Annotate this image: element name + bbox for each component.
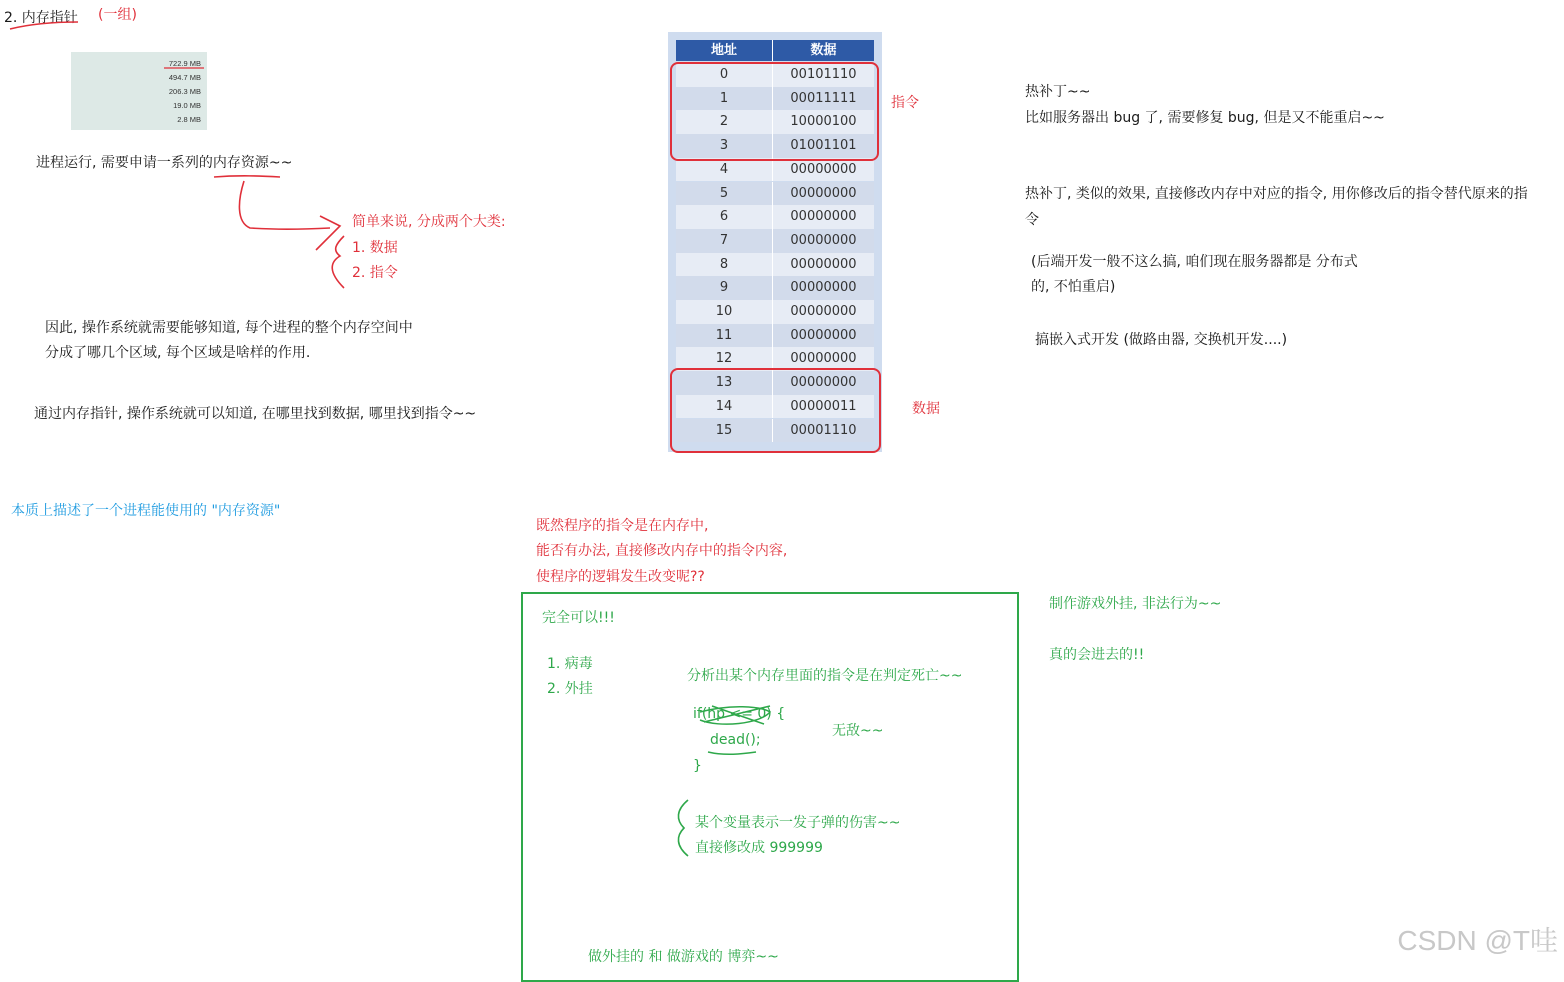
cell-data: 10000100 <box>790 114 857 130</box>
header-address: 地址 <box>710 43 737 58</box>
question-line2: 能否有办法, 直接修改内存中的指令内容, <box>536 543 788 559</box>
cell-data: 00000011 <box>790 398 857 414</box>
cell-address: 7 <box>719 232 729 248</box>
memory-size-item: 19.0 MB <box>173 101 201 110</box>
cell-data: 01001101 <box>790 138 857 154</box>
cell-data: 00000000 <box>790 327 857 343</box>
question-line3: 使程序的逻辑发生改变呢?? <box>536 569 705 585</box>
hotfix-title: 热补丁~~ <box>1025 84 1091 100</box>
hotfix-example: 比如服务器出 bug 了, 需要修复 bug, 但是又不能重启~~ <box>1025 110 1385 126</box>
memory-size-item: 206.3 MB <box>168 87 201 96</box>
cell-address: 5 <box>719 185 729 201</box>
answer-item-virus: 1. 病毒 <box>547 656 593 672</box>
essence-note: 本质上描述了一个进程能使用的 "内存资源" <box>11 503 281 519</box>
cell-address: 1 <box>719 90 729 106</box>
code-line1: if(hp <= 0) { <box>693 706 786 722</box>
cell-address: 15 <box>715 422 733 438</box>
category-data: 1. 数据 <box>352 240 398 256</box>
cell-address: 0 <box>719 67 729 82</box>
cell-data: 00011111 <box>790 90 857 106</box>
analyze-note: 分析出某个内存里面的指令是在判定死亡~~ <box>687 668 963 684</box>
cell-address: 10 <box>715 304 733 319</box>
memory-size-item: 2.8 MB <box>177 115 201 124</box>
category-instructions: 2. 指令 <box>352 265 398 281</box>
cell-data: 00000000 <box>790 280 857 296</box>
cell-address: 14 <box>715 398 733 414</box>
cell-data: 00000000 <box>790 161 857 177</box>
cell-address: 9 <box>719 280 729 296</box>
hotfix-effect-line1: 热补丁, 类似的效果, 直接修改内存中对应的指令, 用你修改后的指令替代原来的指 <box>1025 186 1528 202</box>
cell-data: 00001110 <box>790 422 857 438</box>
hotfix-effect-line2: 令 <box>1025 212 1039 228</box>
os-note-line2: 分成了哪几个区域, 每个区域是啥样的作用. <box>45 345 311 361</box>
game-note: 做外挂的 和 做游戏的 博弈~~ <box>588 949 779 965</box>
cell-address: 12 <box>715 351 733 367</box>
os-note-line1: 因此, 操作系统就需要能够知道, 每个进程的整个内存空间中 <box>45 320 413 336</box>
answer-yes: 完全可以!!! <box>542 610 615 626</box>
cell-address: 11 <box>715 327 733 343</box>
invincible-note: 无敌~~ <box>832 723 884 739</box>
page-title: 2. 内存指针 <box>4 10 78 26</box>
memory-size-item: 494.7 MB <box>168 73 201 82</box>
cheat-illegal-note: 制作游戏外挂, 非法行为~~ <box>1049 596 1222 612</box>
cell-address: 8 <box>719 256 729 272</box>
answer-item-cheat: 2. 外挂 <box>547 681 593 697</box>
cell-data: 00000000 <box>790 209 857 225</box>
header-data: 数据 <box>810 43 837 58</box>
process-note: 进程运行, 需要申请一系列的内存资源~~ <box>36 155 293 171</box>
cell-address: 3 <box>719 138 729 154</box>
simple-note: 简单来说, 分成两个大类: <box>352 214 506 230</box>
cell-data: 00000000 <box>790 185 857 201</box>
cell-address: 2 <box>719 114 729 130</box>
backend-note-line1: (后端开发一般不这么搞, 咱们现在服务器都是 分布式 <box>1031 254 1358 270</box>
instructions-label: 指令 <box>891 95 919 111</box>
cell-data: 00000000 <box>790 304 857 319</box>
cell-data: 00000000 <box>790 375 857 391</box>
embedded-note: 搞嵌入式开发 (做路由器, 交换机开发....) <box>1035 332 1288 348</box>
memory-size-item: 722.9 MB <box>168 59 201 68</box>
question-line1: 既然程序的指令是在内存中, <box>536 518 709 534</box>
cell-address: 4 <box>719 161 729 177</box>
cell-address: 6 <box>719 209 729 225</box>
cell-data: 00000000 <box>790 256 857 272</box>
data-label: 数据 <box>912 401 940 417</box>
backend-note-line2: 的, 不怕重启) <box>1031 279 1116 295</box>
cell-data: 00101110 <box>790 67 857 82</box>
watermark: CSDN @T哇 <box>1397 925 1558 956</box>
jail-note: 真的会进去的!! <box>1049 647 1145 663</box>
bullet-note-line1: 某个变量表示一发子弹的伤害~~ <box>695 815 901 831</box>
code-line2: dead(); <box>710 732 761 748</box>
code-line3: } <box>693 758 702 774</box>
bullet-note-line2: 直接修改成 999999 <box>695 840 823 856</box>
group-label: (一组) <box>98 7 137 23</box>
cell-data: 00000000 <box>790 232 857 248</box>
pointer-note: 通过内存指针, 操作系统就可以知道, 在哪里找到数据, 哪里找到指令~~ <box>34 406 477 422</box>
cell-data: 00000000 <box>790 351 857 367</box>
cell-address: 13 <box>715 375 733 391</box>
